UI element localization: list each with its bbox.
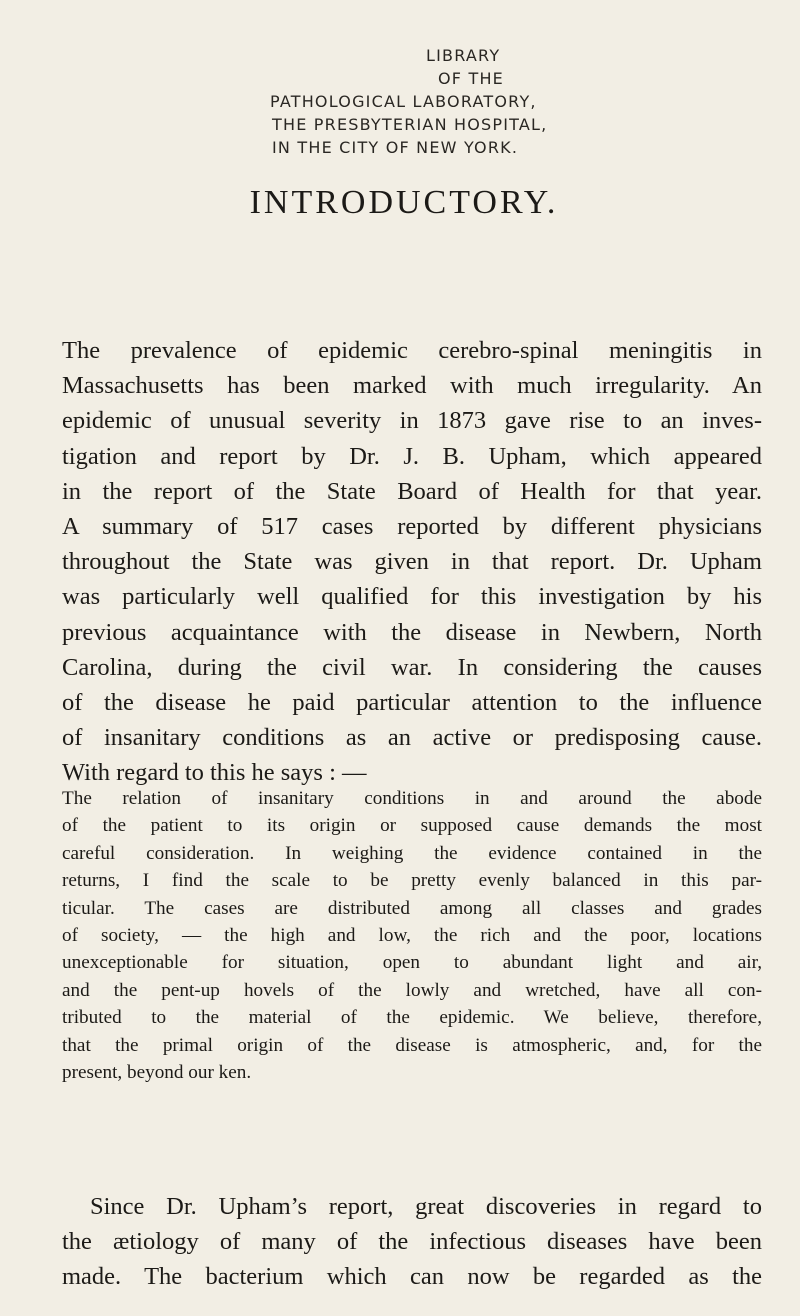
- quote-line: and the pent-up hovels of the lowly and wretched, have all con-: [62, 979, 762, 1001]
- quote-line: ticular. The cases are distributed among all classes and grades: [62, 897, 762, 919]
- paragraph-line: of insanitary conditions as an active or predisposing cause.: [62, 724, 762, 752]
- stamp-line-city: IN THE CITY OF NEW YORK.: [272, 138, 519, 157]
- block-quotation: [62, 785, 762, 1086]
- stamp-line-library: LIBRARY: [426, 46, 501, 65]
- paragraph-2: [62, 1189, 762, 1295]
- paragraph-1: [62, 333, 762, 791]
- stamp-line-hospital: THE PRESBYTERIAN HOSPITAL,: [272, 115, 548, 134]
- paragraph-line: the ætiology of many of the infectious diseases have been: [62, 1228, 762, 1256]
- quote-line: of society, — the high and low, the rich and the poor, locations: [62, 925, 762, 947]
- paragraph-line: epidemic of unusual severity in 1873 gave rise to an inves-: [62, 407, 762, 435]
- paragraph-line: Since Dr. Upham’s report, great discoveries in regard to: [90, 1193, 762, 1220]
- paragraph-line: A summary of 517 cases reported by different physicians: [62, 513, 762, 541]
- paragraph-line: was particularly well qualified for this investigation by his: [62, 583, 762, 611]
- library-stamp: [270, 44, 690, 159]
- chapter-heading: INTRODUCTORY.: [249, 184, 559, 221]
- quote-line: tributed to the material of the epidemic. We believe, therefore,: [62, 1007, 762, 1029]
- stamp-line-of-the: OF THE: [438, 69, 504, 88]
- paragraph-line: tigation and report by Dr. J. B. Upham, which appeared: [62, 442, 762, 470]
- paragraph-line: With regard to this he says : —: [62, 759, 367, 787]
- paragraph-line: made. The bacterium which can now be regarded as the: [62, 1263, 762, 1291]
- paragraph-line: throughout the State was given in that report. Dr. Upham: [62, 548, 762, 576]
- quote-line: present, beyond our ken.: [62, 1062, 252, 1084]
- quote-line: unexceptionable for situation, open to abundant light and air,: [62, 952, 762, 974]
- quote-line: returns, I find the scale to be pretty evenly balanced in this par-: [62, 870, 762, 892]
- paragraph-line: Carolina, during the civil war. In considering the causes: [62, 653, 762, 681]
- stamp-line-laboratory: PATHOLOGICAL LABORATORY,: [270, 92, 537, 111]
- paragraph-line: in the report of the State Board of Health for that year.: [62, 477, 762, 505]
- quote-line: careful consideration. In weighing the evidence contained in the: [62, 842, 762, 864]
- quote-line: The relation of insanitary conditions in and around the abode: [62, 788, 762, 809]
- quote-line: of the patient to its origin or supposed cause demands the most: [62, 815, 762, 837]
- paragraph-line: Massachusetts has been marked with much irregularity. An: [62, 372, 762, 400]
- quote-line: that the primal origin of the disease is atmospheric, and, for the: [62, 1034, 762, 1056]
- paragraph-line: previous acquaintance with the disease in Newbern, North: [62, 618, 762, 646]
- paragraph-line: of the disease he paid particular attention to the influence: [62, 689, 762, 717]
- paragraph-line: The prevalence of epidemic cerebro-spinal meningitis in: [62, 337, 762, 364]
